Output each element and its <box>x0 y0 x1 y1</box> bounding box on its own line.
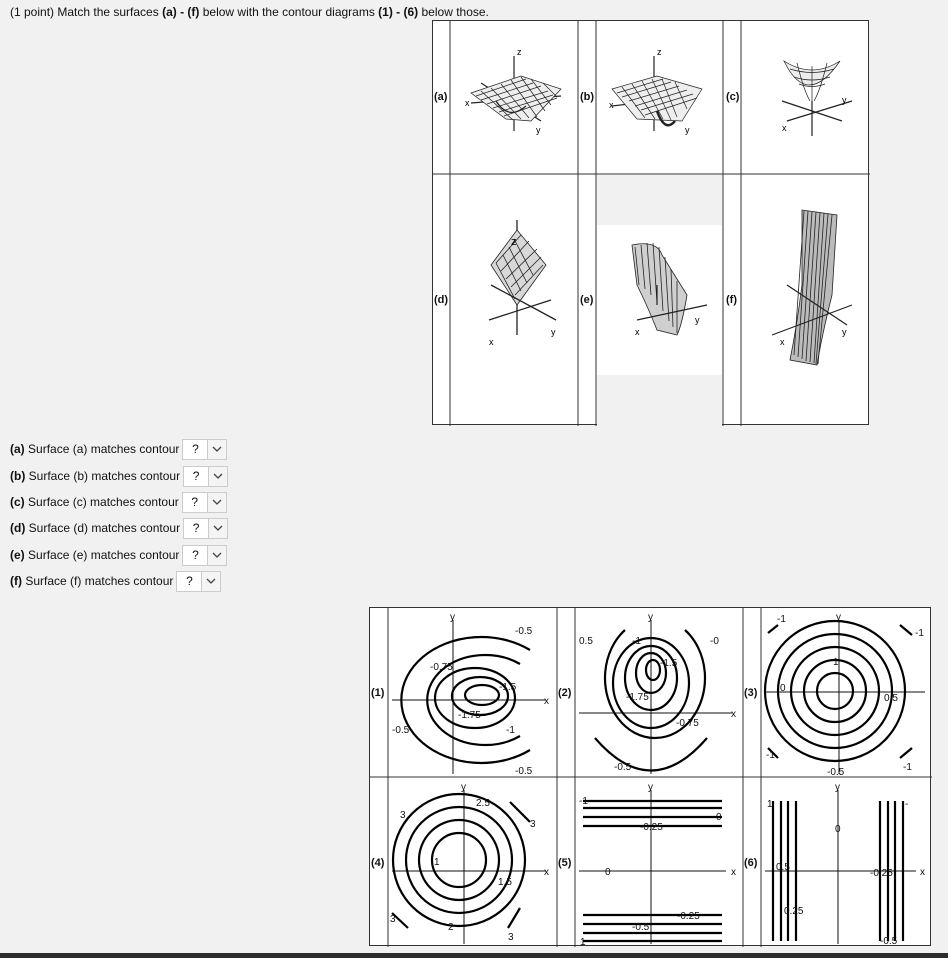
surface-label-d: (d) <box>434 294 449 306</box>
contour-4-x-label: x <box>544 867 549 878</box>
contour-5-label: -0.25 <box>640 822 663 833</box>
surface-d-z-label: z <box>511 236 517 248</box>
surface-e-x-label: x <box>635 327 640 337</box>
contour-6-label: -0.5 <box>880 936 898 947</box>
chevron-down-icon <box>207 493 226 512</box>
contour-4-label: 3 <box>390 914 396 925</box>
chevron-down-icon <box>207 440 226 459</box>
answer-select-d[interactable]: ? <box>183 518 228 539</box>
contour-5-label: 1 <box>580 937 586 947</box>
contour-3-label: -1 <box>777 614 786 625</box>
contour-label-3: (3) <box>744 687 758 699</box>
surface-e-y-label: y <box>695 315 700 325</box>
contour-3-label: 0.5 <box>884 693 898 704</box>
contour-3-label: -0.5 <box>827 767 845 778</box>
contour-6-y-label: y <box>835 782 840 793</box>
contour-6-label: 0.5 <box>776 862 790 873</box>
contour-5-plot <box>579 782 736 947</box>
question-row-e <box>10 544 227 566</box>
contour-3-plot <box>765 612 925 778</box>
question-row-f <box>10 570 221 592</box>
surface-a-plot <box>451 21 578 174</box>
contour-5-x-label: x <box>731 867 736 878</box>
contour-1-y-label: y <box>450 612 455 623</box>
contours-svg <box>370 608 932 947</box>
contour-2-label: -1.5 <box>660 658 678 669</box>
surface-label-c: (c) <box>726 91 740 103</box>
contour-3-label: 0 <box>780 683 786 694</box>
contour-2-plot <box>579 612 736 774</box>
surface-c-y-label: y <box>842 95 847 105</box>
contour-5-label: -0.25 <box>677 911 700 922</box>
surface-d-x-label: x <box>489 337 494 347</box>
surface-b-y-label: y <box>685 125 690 135</box>
answer-select-c[interactable]: ? <box>182 492 227 513</box>
contour-3-label: 1 <box>833 657 839 668</box>
contour-1-label: -1 <box>506 725 515 736</box>
contour-4-label: 2.5 <box>476 798 490 809</box>
question-row-b <box>10 465 228 487</box>
surface-f-x-label: x <box>780 337 785 347</box>
chevron-down-icon <box>208 467 227 486</box>
contour-1-x-label: x <box>544 696 549 707</box>
surface-label-a: (a) <box>434 91 448 103</box>
contour-6-label: -0.25 <box>870 868 893 879</box>
contours-grid <box>369 607 931 946</box>
contour-4-label: 3 <box>400 810 406 821</box>
contour-4-label: 3 <box>530 819 536 830</box>
question-row-a <box>10 438 227 460</box>
contour-2-label: -0 <box>710 636 719 647</box>
contour-1-plot <box>392 612 549 777</box>
surface-b-z-label: z <box>657 47 662 57</box>
contour-4-label: 1 <box>434 857 440 868</box>
contour-6-label: 0.25 <box>784 906 804 917</box>
surface-label-e: (e) <box>580 294 594 306</box>
contour-1-label: -0.5 <box>515 626 533 637</box>
surface-d-plot <box>451 175 578 425</box>
chevron-down-icon <box>207 546 226 565</box>
surface-c-plot <box>742 21 870 174</box>
surface-f-plot <box>742 175 870 425</box>
contour-3-label: -1 <box>915 628 924 639</box>
contour-2-label: -1 <box>632 636 641 647</box>
surface-a-z-label: z <box>517 47 522 57</box>
answer-select-a[interactable]: ? <box>182 439 227 460</box>
contour-5-label: -0.5 <box>632 922 650 933</box>
contour-label-1: (1) <box>371 687 385 699</box>
contour-4-label: 3 <box>508 932 514 943</box>
contour-2-y-label: y <box>648 612 653 623</box>
surface-e-plot <box>597 225 723 375</box>
contour-4-plot <box>390 782 549 944</box>
contour-5-label: -1 <box>579 796 588 807</box>
surface-label-b: (b) <box>580 91 595 103</box>
contour-6-plot <box>765 782 925 947</box>
question-row-d <box>10 517 228 539</box>
contour-3-label: -1 <box>903 762 912 773</box>
question-b-text: (b) Surface (b) matches contour <box>10 469 181 483</box>
question-a-text: (a) Surface (a) matches contour <box>10 442 180 456</box>
contour-2-x-label: x <box>731 709 736 720</box>
contour-3-label: -1 <box>766 750 775 761</box>
surface-a-x-label: x <box>465 98 470 108</box>
contour-6-label: - <box>905 799 909 810</box>
chevron-down-icon <box>201 572 220 591</box>
contour-label-6: (6) <box>744 857 758 869</box>
surface-b-plot <box>597 21 723 174</box>
contour-2-label: -1.75 <box>626 692 649 703</box>
surface-d-y-label: y <box>551 327 556 337</box>
contour-4-label: 1.5 <box>498 877 512 888</box>
answer-select-e[interactable]: ? <box>182 545 227 566</box>
question-row-c <box>10 491 227 513</box>
contour-2-label: 0.5 <box>579 636 593 647</box>
contour-5-label: 0 <box>716 812 722 823</box>
question-f-text: (f) Surface (f) matches contour <box>10 574 174 588</box>
contour-6-label: 0 <box>835 824 841 835</box>
contour-1-label: -0.5 <box>392 725 410 736</box>
question-c-text: (c) Surface (c) matches contour <box>10 495 179 509</box>
contour-1-label: -1.5 <box>499 682 517 693</box>
surface-b-x-label: x <box>609 100 614 110</box>
page-bottom-rule <box>0 953 948 958</box>
contour-1-label: -1.75 <box>458 710 481 721</box>
contour-2-label: -0.75 <box>676 718 699 729</box>
contour-5-y-label: y <box>648 782 653 793</box>
answer-select-b[interactable]: ? <box>183 466 228 487</box>
contour-1-label: -0.75 <box>430 662 453 673</box>
contour-4-y-label: y <box>461 782 466 793</box>
surface-label-f: (f) <box>726 294 737 306</box>
surface-c-x-label: x <box>782 123 787 133</box>
contour-label-2: (2) <box>558 687 572 699</box>
problem-prompt: (1 point) Match the surfaces (a) - (f) below with the contour diagrams (1) - (6) below those. <box>10 5 489 19</box>
contour-1-label: -0.5 <box>515 766 533 777</box>
contour-label-5: (5) <box>558 857 572 869</box>
surface-f-y-label: y <box>842 327 847 337</box>
contour-label-4: (4) <box>371 857 385 869</box>
question-d-text: (d) Surface (d) matches contour <box>10 521 181 535</box>
contour-5-label: 0 <box>605 867 611 878</box>
contour-6-x-label: x <box>920 867 925 878</box>
chevron-down-icon <box>208 519 227 538</box>
answer-select-f[interactable]: ? <box>176 571 221 592</box>
contour-2-label: -0.5 <box>614 762 632 773</box>
surfaces-grid <box>432 20 869 425</box>
contour-3-y-label: y <box>836 612 841 623</box>
contour-6-label: 1 <box>767 799 773 810</box>
question-e-text: (e) Surface (e) matches contour <box>10 548 180 562</box>
contour-4-label: 2 <box>448 922 454 933</box>
surface-a-y-label: y <box>536 125 541 135</box>
